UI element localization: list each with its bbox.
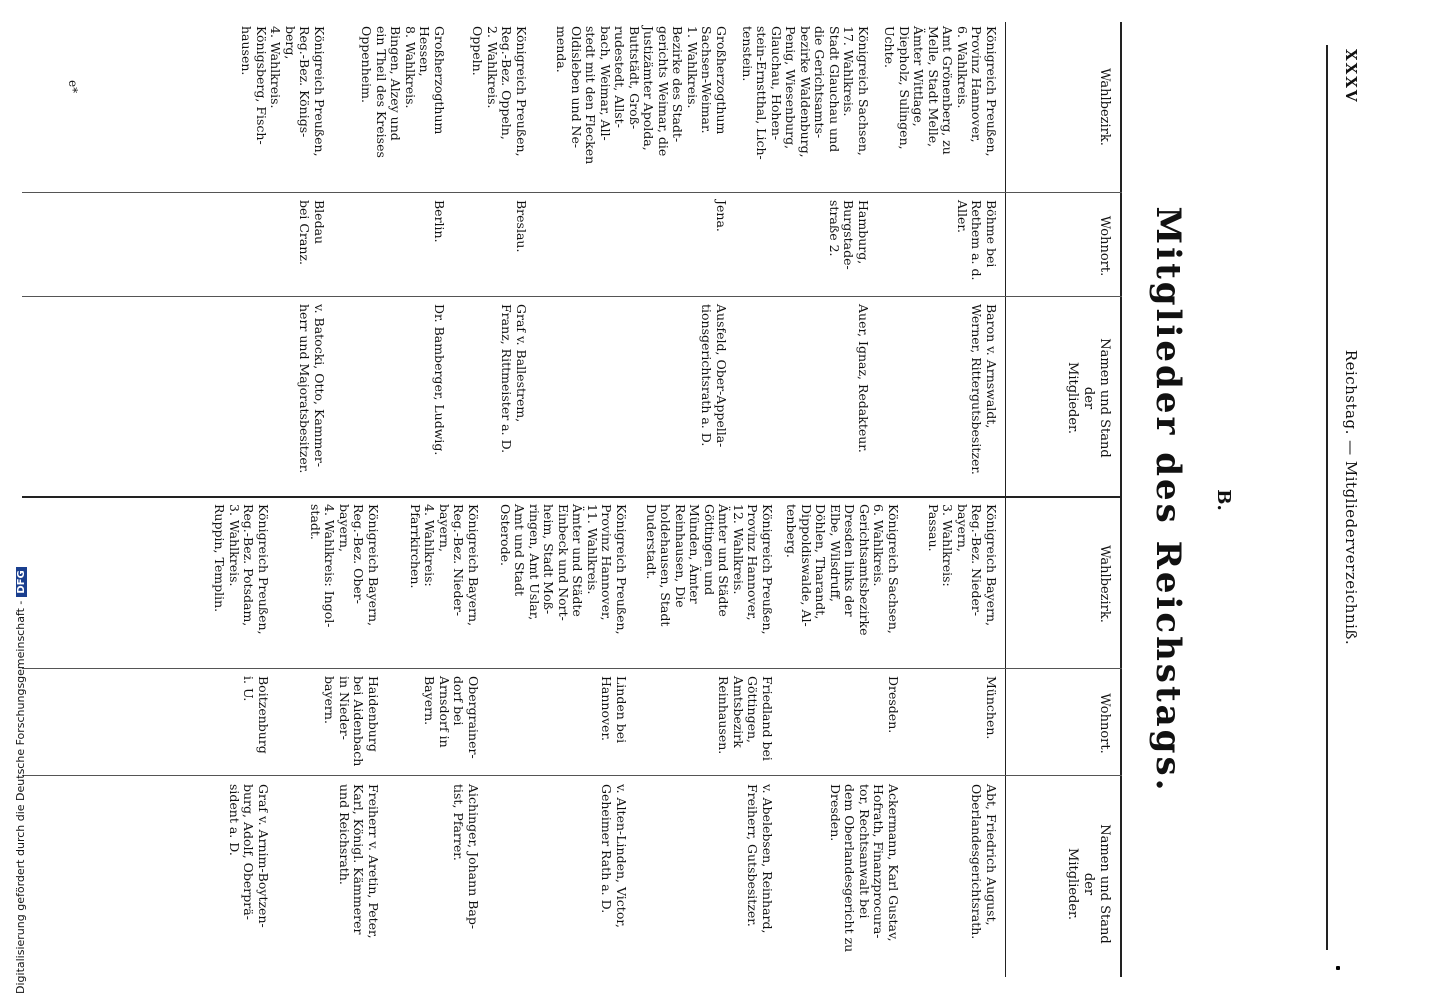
right-row-2-name: Auer, Ignaz, Redakteur. bbox=[856, 304, 871, 453]
digitization-note: Digitalisierung gefördert durch die Deutsche Forschungsgemeinschaft -DFG bbox=[14, 567, 27, 994]
right-row-4-name: Graf v. Ballestrem, Franz, Rittmeister a. D. bbox=[499, 304, 529, 454]
left-residence-header: Wohnort. bbox=[1097, 693, 1112, 754]
running-title: Reichstag. — Mitgliederverzeichniß. bbox=[1342, 349, 1360, 646]
right-col-divider-2 bbox=[22, 296, 1122, 297]
right-row-5-residence: Berlin. bbox=[432, 200, 447, 243]
left-row-5-district: Königreich Bayern, Reg.-Bez. Nieder- bayern, 4. Wahlkreis: Pfarrkirchen. bbox=[408, 504, 481, 627]
right-row-1-residence: Böhme bei Rethem a. d. Aller. bbox=[955, 200, 999, 281]
right-row-6-residence: Bledau bei Cranz. bbox=[297, 200, 327, 265]
left-row-2-name: Ackermann, Karl Gustav, Hofrath, Finanzprocura- tor, Rechtsanwalt bei dem Oberlandesgericht zu Dresden. bbox=[828, 784, 901, 953]
dfg-logo: DFG bbox=[16, 567, 27, 596]
left-row-1-name: Abt, Friedrich August, Oberlandesgerichtsrath. bbox=[969, 784, 999, 940]
left-col-divider-1 bbox=[22, 668, 1122, 669]
left-row-5-name: Aichinger, Johann Bap- tist, Pfarrer. bbox=[451, 784, 481, 930]
left-row-5-residence: Obergrainer- dorf bei Arnsdorf in Bayern. bbox=[422, 676, 481, 759]
left-row-4-district: Königreich Preußen, Provinz Hannover, 11. Wahlkreis. Ämter und Städte Einbeck und Nort- heim, Stadt Moß- ringen, Amt Uslar, Amt und Stadt Osterode. bbox=[498, 504, 629, 635]
right-row-6-name: v. Batocki, Otto, Kammer- herr und Majoratsbesitzer. bbox=[297, 304, 327, 474]
digitization-strip bbox=[0, 570, 28, 1000]
left-row-3-district: Königreich Preußen, Provinz Hannover, 12. Wahlkreis. Ämter und Städte Göttingen und Münden, Ämter Reinhausen, Die holdehausen, Stadt Duderstadt. bbox=[644, 504, 775, 635]
left-row-4-name: v. Alten-Linden, Victor, Geheimer Rath a. D. bbox=[599, 784, 629, 928]
right-row-1-district: Königreich Preußen, Provinz Hannover, 6. Wahlkreis. Amt Grönenberg, zu Melle, Stadt Melle, Ämter Wittlage, Diepholz, Sulingen, Uchte. bbox=[882, 26, 999, 157]
right-col-divider-1 bbox=[22, 192, 1122, 193]
left-row-3-name: v. Abelebsen, Reinhard, Freiherr, Gutsbesitzer. bbox=[745, 784, 775, 934]
left-row-1-district: Königreich Bayern, Reg.-Bez. Nieder- bayern, 3. Wahlkreis: Passau. bbox=[926, 504, 999, 627]
right-row-6-district: Königreich Preußen, Reg.-Bez. Königs- berg, 4. Wahlkreis. Königsberg, Fisch- hausen. bbox=[239, 26, 327, 157]
right-row-4-residence: Breslau. bbox=[514, 200, 529, 253]
right-row-5-district: Großherzogthum Hessen, 8. Wahlkreis. Bingen, Alzey und ein Theil des Kreises Oppenheim. bbox=[359, 26, 447, 158]
right-district-header: Wahlbezirk. bbox=[1097, 68, 1112, 146]
scan-speck bbox=[1336, 966, 1340, 970]
right-row-1-name: Baron v. Arnswaldt, Werner, Rittergutsbesitzer. bbox=[969, 304, 999, 475]
table-middle-divider bbox=[22, 496, 1122, 498]
table-header-rule bbox=[1005, 22, 1006, 977]
right-row-3-name: Ausfeld, Ober-Appella- tionsgerichtsrath a. D. bbox=[699, 304, 729, 448]
right-row-3-residence: Jena. bbox=[714, 200, 729, 232]
right-residence-header: Wohnort. bbox=[1097, 215, 1112, 277]
right-row-3-district: Großherzogthum Sachsen-Weimar. 1. Wahlkreis. Bezirke des Stadt- gerichts Weimar, die Justizämter Apolda, Buttstädt, Groß- rudestedt, Allst- bach, Weimar, All- stedt mit den Flecken Oldisleben und Ne- menda. bbox=[554, 26, 729, 165]
left-row-7-name: Graf v. Arnim-Boytzen- burg, Adolf, Oberprä- sident a. D. bbox=[227, 784, 271, 928]
left-row-7-residence: Boitzenburg i. U. bbox=[241, 676, 271, 754]
right-row-2-residence: Hamburg, Burgstade- straße 2. bbox=[827, 200, 871, 270]
left-row-6-residence: Haidenburg bei Aidenbach in Nieder- bayern. bbox=[322, 676, 381, 767]
left-name-header: Namen und Stand der Mitglieder. bbox=[1065, 824, 1112, 944]
right-name-header: Namen und Stand der Mitglieder. bbox=[1065, 338, 1112, 458]
left-row-3-residence: Friedland bei Göttingen, Amtsbezirk Reinhausen. bbox=[716, 676, 775, 761]
left-row-4-residence: Linden bei Hannover. bbox=[599, 676, 629, 744]
page-title: Mitglieder des Reichstags. bbox=[1148, 206, 1188, 794]
left-row-7-district: Königreich Preußen, Reg.-Bez. Potsdam, 3. Wahlkreis. Ruppin, Templin. bbox=[212, 504, 271, 635]
page-signature: e* bbox=[66, 80, 80, 94]
left-row-1-residence: München. bbox=[984, 676, 999, 740]
right-row-4-district: Königreich Preußen, Reg.-Bez. Oppeln, 2. Wahlkreis. Oppeln. bbox=[470, 26, 529, 157]
running-header bbox=[1326, 45, 1366, 950]
left-district-header: Wahlbezirk. bbox=[1097, 545, 1112, 623]
left-row-2-residence: Dresden. bbox=[886, 676, 901, 734]
left-col-divider-2 bbox=[22, 775, 1122, 776]
left-row-6-name: Freiherr v. Aretin, Peter, Karl, Königl. Kämmerer und Reichsrath. bbox=[337, 784, 381, 939]
section-letter: B. bbox=[1213, 489, 1234, 511]
left-row-6-district: Königreich Bayern, Reg.-Bez. Ober- bayern, 4. Wahlkreis: Ingol- stadt. bbox=[308, 504, 381, 628]
right-row-5-name: Dr. Bamberger, Ludwig. bbox=[432, 304, 447, 456]
left-row-2-district: Königreich Sachsen, 6. Wahlkreis. Gerichtsamtsbezirke Dresden links der Elbe, Wilsdruff, Döhlen, Tharandt, Dippoldiswalde, Al- tenberg. bbox=[784, 504, 901, 636]
page-number: XXXV bbox=[1342, 49, 1360, 104]
right-row-2-district: Königreich Sachsen, 17. Wahlkreis. Stadt Glauchau und die Gerichtsamts- bezirke Waldenburg, Penig, Wiesenburg, Glauchau, Hohen- stein-Ernstthal, Lich- tenstein. bbox=[740, 26, 871, 160]
table-top-rule bbox=[1120, 22, 1122, 977]
